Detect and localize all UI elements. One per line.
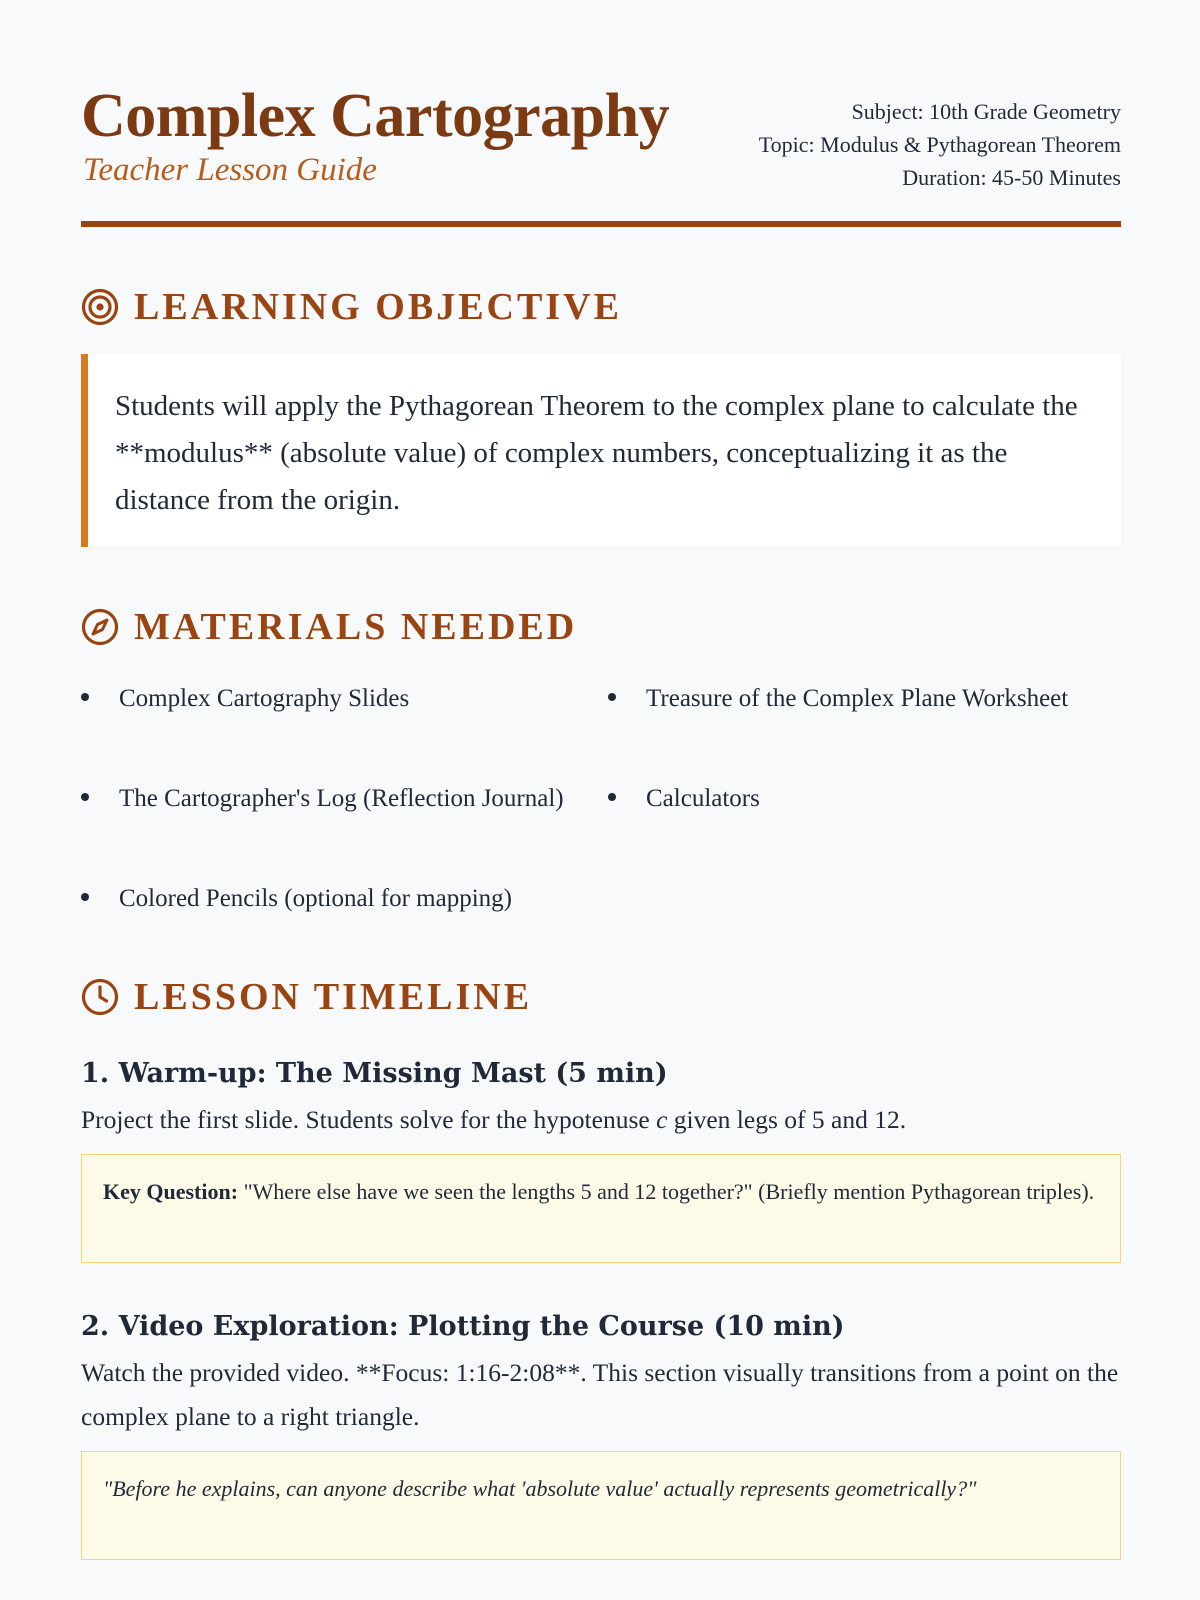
list-item: Colored Pencils (optional for mapping) (81, 877, 601, 920)
section-title: LESSON TIMELINE (134, 976, 533, 1018)
step-description: Watch the provided video. **Focus: 1:16-2:08**. This section visually transitions from a point on the complex plane to a right triangle. (81, 1358, 1119, 1431)
section-heading-timeline (81, 975, 532, 1019)
note-text: "Where else have we seen the lengths 5 and 12 together?" (Briefly mention Pythagorean triples). (238, 1179, 1095, 1204)
section-title: MATERIALS NEEDED (134, 606, 578, 648)
section-heading-objective (81, 285, 622, 329)
page-subtitle: Teacher Lesson Guide (83, 152, 377, 188)
bullet (608, 693, 616, 701)
section-title: LEARNING OBJECTIVE (134, 286, 622, 328)
key-question-note (81, 1154, 1121, 1263)
list-item: Complex Cartography Slides (81, 677, 581, 720)
lesson-meta (759, 95, 1121, 194)
step-title: 2. Video Exploration: Plotting the Course (10 min) (81, 1311, 845, 1342)
step-title: 1. Warm-up: The Missing Mast (5 min) (81, 1058, 668, 1089)
list-item: Treasure of the Complex Plane Worksheet (608, 677, 1108, 720)
header (81, 82, 1121, 227)
bullet (81, 693, 89, 701)
step-description: Project the first slide. Students solve for the hypotenuse c given legs of 5 and 12. (81, 1105, 907, 1134)
note-text: "Before he explains, can anyone describe what 'absolute value' actually represents geometrically?" (103, 1476, 977, 1501)
section-heading-materials (81, 605, 577, 649)
meta-topic: Topic: Modulus & Pythagorean Theorem (758, 132, 1121, 157)
list-item: Calculators (608, 777, 1108, 820)
clock-icon (81, 978, 119, 1016)
bullet (81, 893, 89, 901)
meta-duration: Duration: 45-50 Minutes (902, 165, 1121, 190)
discussion-note (81, 1451, 1121, 1560)
target-icon (81, 288, 119, 326)
page-title: Complex Cartography (81, 82, 670, 150)
bullet (81, 793, 89, 801)
bullet (608, 793, 616, 801)
meta-subject: Subject: 10th Grade Geometry (851, 99, 1121, 124)
objective-box (81, 354, 1121, 547)
note-label: Key Question: (103, 1179, 239, 1204)
list-item: The Cartographer's Log (Reflection Journal) (81, 777, 581, 820)
header-divider (81, 221, 1121, 227)
objective-text: Students will apply the Pythagorean Theorem to the complex plane to calculate the **modulus** (absolute value) of complex numbers, conceptualizing it as the distance from the origin. (115, 390, 1078, 516)
compass-icon (81, 608, 119, 646)
